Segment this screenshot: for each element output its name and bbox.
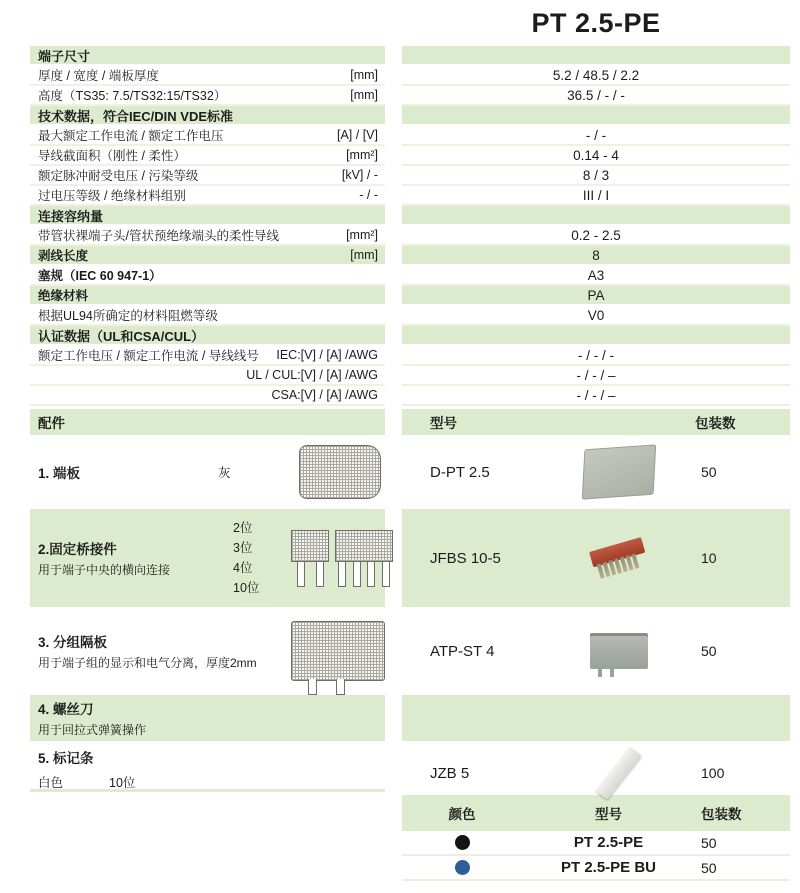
qty-column-header: 包装数: [701, 807, 742, 822]
spec-label: 额定脉冲耐受电压 / 污染等级: [38, 169, 199, 183]
section-title: 端子尺寸: [38, 48, 91, 64]
marker-positions: 10位: [109, 776, 136, 790]
accessory-title: 5. 标记条: [38, 751, 94, 766]
spec-unit: [kV] / -: [341, 168, 378, 182]
accessory-desc: 用于端子中央的横向连接: [38, 563, 171, 577]
marker-color: 白色: [38, 776, 64, 790]
accessory-model: ATP-ST 4: [430, 642, 495, 660]
accessory-row-end-plate: [30, 439, 800, 509]
color-column-header: 颜色: [448, 807, 476, 822]
spec-value: III / I: [582, 187, 610, 203]
spec-row: [30, 186, 800, 206]
accessory-desc: 用于端子组的显示和电气分离，厚度2mm: [38, 656, 257, 670]
spec-row: [30, 66, 800, 86]
spec-label: 过电压等级 / 绝缘材料组别: [38, 189, 186, 203]
ordering-row-blue: [402, 856, 790, 881]
spec-label: 剥线长度: [38, 249, 89, 263]
accessory-title: 4. 螺丝刀: [38, 702, 94, 717]
spec-label: 导线截面积（刚性 / 柔性）: [38, 149, 186, 163]
spec-value: 8 / 3: [582, 167, 610, 183]
spec-row-iec: [30, 346, 800, 366]
qty-column-header: 包装数: [695, 416, 736, 431]
spec-row: [30, 126, 800, 146]
bridge-drawings: [291, 530, 393, 587]
spec-label: 绝缘材料: [38, 289, 89, 303]
spec-unit: [mm]: [350, 88, 378, 102]
ordering-row-black: [402, 831, 790, 856]
spec-value: 8: [592, 247, 600, 263]
spec-row-ul94: [30, 306, 800, 326]
spec-table: [30, 46, 800, 406]
spec-unit: IEC:[V] / [A] /AWG: [276, 348, 378, 362]
spec-value: PA: [587, 287, 605, 303]
section-title: 技术数据，符合IEC/DIN VDE标准: [38, 108, 234, 124]
section-title: 认证数据（UL和CSA/CUL）: [38, 328, 205, 344]
title-row: [402, 0, 790, 46]
spec-value: - / - / -: [578, 347, 614, 363]
accessory-variant: 灰: [218, 466, 231, 480]
accessory-title: 2.固定桥接件: [38, 542, 117, 557]
accessory-desc: 用于回拉式弹簧操作: [38, 723, 147, 737]
end-plate-drawing: [299, 445, 381, 499]
accessory-row-partition: [30, 611, 800, 695]
blue-color-dot: [455, 860, 470, 875]
ordering-model: PT 2.5-PE BU: [560, 859, 657, 876]
bridge-photo: [589, 537, 649, 580]
spec-value: - / -: [585, 127, 607, 143]
accessory-qty: 50: [701, 643, 717, 659]
spec-unit: [mm²]: [346, 228, 378, 242]
partition-drawing: [291, 621, 385, 681]
spec-value: A3: [587, 267, 605, 283]
spec-row-csa: [30, 386, 800, 406]
spec-row-ul-cul: [30, 366, 800, 386]
accessory-qty: 100: [701, 765, 725, 781]
accessory-title: 3. 分组隔板: [38, 635, 108, 650]
spec-value: 5.2 / 48.5 / 2.2: [552, 67, 640, 83]
bridge-4pos-drawing: [335, 530, 393, 587]
spec-label: 厚度 / 宽度 / 端板厚度: [38, 69, 159, 83]
spec-label: 最大额定工作电流 / 额定工作电压: [38, 129, 224, 143]
spec-label: 高度（TS35: 7.5/TS32:15/TS32）: [38, 89, 227, 103]
spec-row-strip-length: [30, 246, 800, 266]
spec-row: [30, 86, 800, 106]
spec-value: - / - / –: [576, 367, 616, 383]
spec-section-dimensions: [30, 46, 800, 66]
spec-section-certification: [30, 326, 800, 346]
accessory-model: D-PT 2.5: [430, 463, 490, 481]
accessory-qty: 50: [701, 464, 717, 480]
spec-unit: [A] / [V]: [337, 128, 378, 142]
accessory-row-fixed-bridge: [30, 509, 800, 611]
model-column-header: 型号: [430, 416, 457, 431]
spec-value: 36.5 / - / -: [567, 87, 625, 103]
ordering-table: [402, 795, 790, 881]
ordering-model: PT 2.5-PE: [573, 834, 644, 851]
spec-label: 根据UL94所确定的材料阻燃等级: [38, 309, 218, 323]
spec-label: 塞规（IEC 60 947-1）: [38, 269, 162, 283]
black-color-dot: [455, 835, 470, 850]
accessory-row-screwdriver: [30, 695, 800, 745]
spec-label: 带管状裸端子头/管状预绝缘端头的柔性导线: [38, 229, 279, 243]
spec-section-connection-capacity: [30, 206, 800, 226]
ordering-qty: 50: [701, 834, 717, 851]
accessory-qty: 10: [701, 550, 717, 566]
spec-label: 额定工作电压 / 额定工作电流 / 导线线号: [38, 349, 259, 363]
spec-row: [30, 166, 800, 186]
bridge-position-options: 2位 3位 4位 10位: [233, 521, 260, 595]
spec-value: 0.14 - 4: [573, 147, 619, 163]
spec-unit: - / -: [359, 188, 378, 202]
marker-strip-photo: [595, 746, 641, 799]
bridge-2pos-drawing: [291, 530, 329, 587]
accessories-header: [30, 409, 800, 439]
partition-photo: [590, 633, 648, 669]
page-title: PT 2.5-PE: [531, 7, 661, 38]
spec-value: 0.2 - 2.5: [571, 227, 621, 243]
spec-row-insulation-material: [30, 286, 800, 306]
spec-unit: [mm²]: [346, 148, 378, 162]
ordering-qty: 50: [701, 859, 717, 876]
spec-value: V0: [587, 307, 605, 323]
model-column-header: 型号: [595, 807, 622, 822]
section-title: 连接容纳量: [38, 208, 104, 224]
spec-unit: [mm]: [350, 68, 378, 82]
spec-unit: UL / CUL:[V] / [A] /AWG: [246, 368, 378, 382]
accessories-title: 配件: [38, 416, 65, 431]
accessory-row-marker-strip: [30, 745, 800, 793]
spec-row: [30, 146, 800, 166]
spec-row: [30, 226, 800, 246]
spec-unit: CSA:[V] / [A] /AWG: [271, 388, 378, 402]
accessory-model: JZB 5: [430, 764, 470, 782]
accessories-table: [30, 409, 800, 793]
spec-unit: [mm]: [350, 248, 378, 262]
spec-value: - / - / –: [576, 387, 616, 403]
end-plate-photo: [581, 444, 655, 499]
accessory-title: 1. 端板: [38, 466, 81, 481]
spec-section-technical-data: [30, 106, 800, 126]
spec-row-gauge: [30, 266, 800, 286]
accessory-model: JFBS 10-5: [430, 549, 501, 567]
